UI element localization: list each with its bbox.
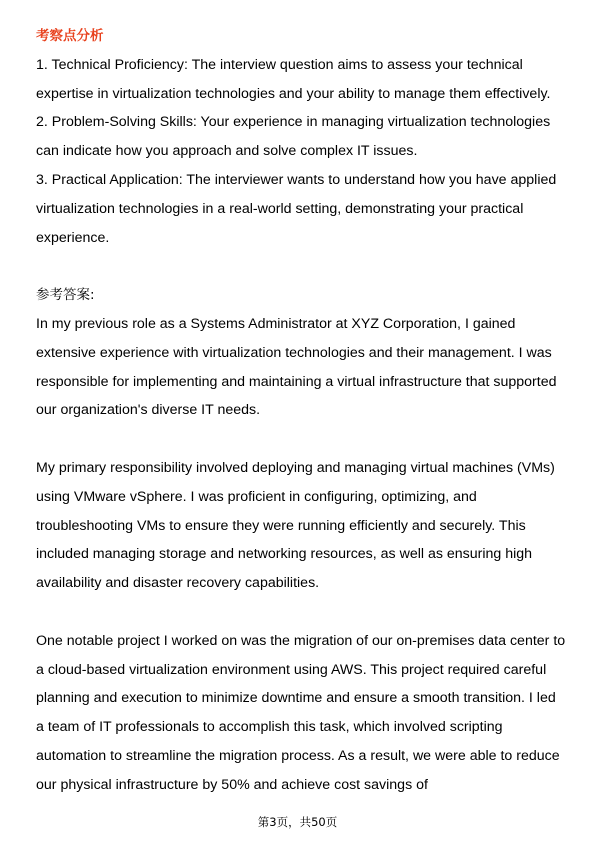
page-number: 第3页，共50页: [257, 815, 338, 829]
answer-paragraph-3: One notable project I worked on was the migration of our on-premises data center to a cloud-based virtualization environment using AWS. This project required careful planning and execution to minimize downtime and ensure a smooth transition. I led a team of IT professionals to accomplish this task, which involved scripting automation to streamline the migration process. As a result, we were able to reduce our physical infrastructure by 50% and achieve cost savings of: [36, 632, 566, 793]
analysis-heading: 考察点分析: [36, 28, 104, 44]
analysis-point-3: 3. Practical Application: The interviewer wants to understand how you have applied virtualization technologies in a real-world setting, demonstrating your practical experience.: [36, 171, 557, 246]
spacer: [36, 425, 566, 454]
answer-paragraph-1: In my previous role as a Systems Administrator at XYZ Corporation, I gained extensive experience with virtualization technologies and their management. I was responsible for implementing and maintaining a virtual infrastructure that supported our organization's diverse IT needs.: [36, 315, 557, 419]
answer-heading: 参考答案:: [36, 287, 95, 304]
spacer: [36, 598, 566, 627]
spacer: [36, 252, 566, 281]
analysis-point-1: 1. Technical Proficiency: The interview question aims to assess your technical expertise in virtualization technologies and your ability to manage them effectively.: [36, 56, 551, 102]
analysis-point-2: 2. Problem-Solving Skills: Your experience in managing virtualization technologies can indicate how you approach and solve complex IT issues.: [36, 114, 551, 160]
page-content: [36, 22, 566, 800]
answer-paragraph-2: My primary responsibility involved deploying and managing virtual machines (VMs) using VMware vSphere. I was proficient in configuring, optimizing, and troubleshooting VMs to ensure they were running efficiently and securely. This included managing storage and networking resources, as well as ensuring high availability and disaster recovery capabilities.: [36, 459, 555, 592]
